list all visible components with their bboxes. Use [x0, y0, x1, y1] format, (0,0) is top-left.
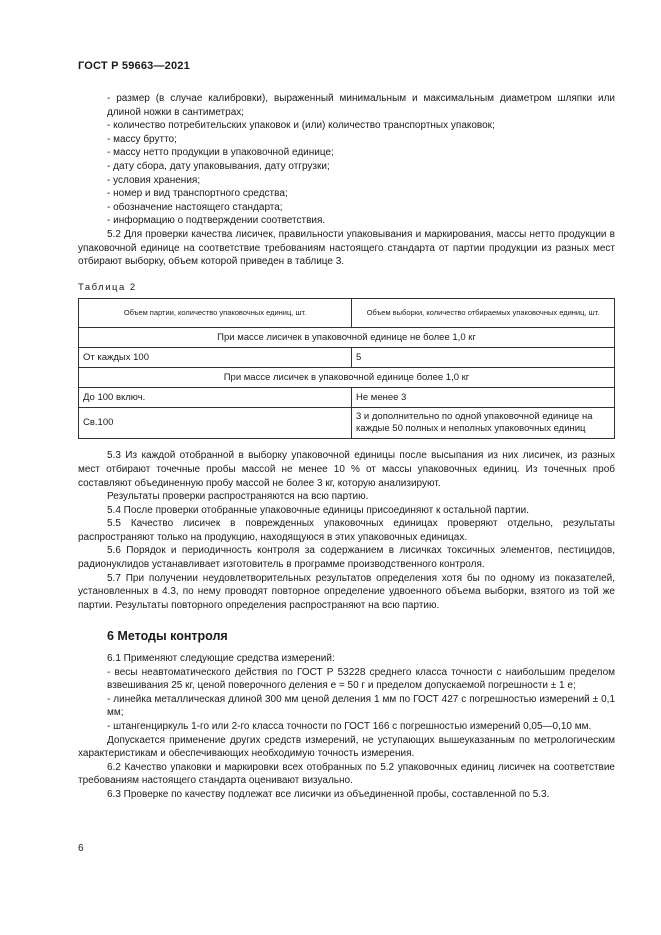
table-group-row [79, 368, 615, 388]
section-heading: 6 Методы контроля [107, 629, 228, 644]
paragraph: 5.3 Из каждой отобранной в выборку упаковочной единицы после высыпания из них лисичек, из разных мест отбирают точечные пробы массой не менее 10 % от массы упаковочных единиц. Из точечных проб составляют объединенную пробу массой не более 3 кг, которую анализируют. [78, 450, 615, 489]
list-item: - количество потребительских упаковок и (или) количество транспортных упаковок; [78, 119, 615, 133]
table-group-label: При массе лисичек в упаковочной единице не более 1,0 кг [79, 328, 615, 348]
paragraph: 6.3 Проверке по качеству подлежат все лисички из объединенной пробы, составленной по 5.3. [107, 788, 550, 800]
table-cell: Св.100 [79, 408, 352, 439]
list-item: - весы неавтоматического действия по ГОСТ Р 53228 среднего класса точности с наибольшим пределом взвешивания 25 кг, ценой поверочного деления e = 50 г и пределом допускаемой погрешности ± 1 e; [78, 666, 615, 693]
table-group-row [79, 328, 615, 348]
list-item: - обозначение настоящего стандарта; [78, 201, 615, 215]
table-cell: От каждых 100 [79, 348, 352, 368]
paragraph: 5.5 Качество лисичек в поврежденных упаковочных единицах проверяют отдельно, результаты распространяют только на продукцию, находящуюся в этих упаковочных единицах. [78, 518, 615, 543]
paragraph: 6.1 Применяют следующие средства измерений: [107, 653, 335, 665]
table-cell: До 100 включ. [79, 388, 352, 408]
sample-size-table [78, 298, 615, 439]
list-item: - информацию о подтверждении соответствия. [78, 214, 615, 228]
table-col1-header: Объем партии, количество упаковочных единиц, шт. [79, 299, 352, 328]
paragraph: 5.7 При получении неудовлетворительных результатов определения хотя бы по одному из показателей, установленных в 4.3, по нему проводят повторное определение удвоенного объема выборки, взятого из той же партии. Результаты повторного определения распространяют на всю партию. [78, 572, 615, 611]
list-item: - номер и вид транспортного средства; [78, 187, 615, 201]
table-row [79, 388, 615, 408]
table-caption: Таблица 2 [78, 281, 137, 293]
paragraph-5-2: 5.2 Для проверки качества лисичек, правильности упаковывания и маркирования, массы нетто продукции в упаковочной единице на соответствие требованиям настоящего стандарта от партии продукции из разных мест отбирают выборку, объем которой приведен в таблице 3. [78, 228, 615, 268]
table-cell: Не менее 3 [352, 388, 615, 408]
list-item: - линейка металлическая длиной 300 мм ценой деления 1 мм по ГОСТ 427 с погрешностью измерений ± 0,1 мм; [78, 693, 615, 720]
paragraph: 6.2 Качество упаковки и маркировки всех отобранных по 5.2 упаковочных единиц лисичек на соответствие требованиям настоящего стандарта оценивают визуально. [78, 761, 615, 787]
list-item: - условия хранения; [78, 174, 615, 188]
table-col2-header: Объем выборки, количество отбираемых упаковочных единиц, шт. [352, 299, 615, 328]
paragraph: 5.6 Порядок и периодичность контроля за содержанием в лисичках токсичных элементов, пестицидов, радионуклидов устанавливает изготовитель в программе производственного контроля. [78, 545, 615, 571]
table-group-label: При массе лисичек в упаковочной единице более 1,0 кг [79, 368, 615, 388]
paragraph: Результаты проверки распространяются на всю партию. [107, 491, 369, 503]
table-cell: 3 и дополнительно по одной упаковочной единице на каждые 50 полных и неполных упаковочных единиц [352, 408, 615, 439]
page-number: 6 [78, 843, 84, 854]
list-item: - размер (в случае калибровки), выраженный минимальным и максимальным диаметром шляпки или длиной ножки в сантиметрах; [78, 92, 615, 119]
table-header-row [79, 299, 615, 328]
list-item: - штангенциркуль 1-го или 2-го класса точности по ГОСТ 166 с погрешностью измерений 0,05—0,10 мм. [78, 720, 615, 734]
list-item: - массу нетто продукции в упаковочной единице; [78, 146, 615, 160]
document-header: ГОСТ Р 59663—2021 [78, 60, 190, 72]
list-item: - дату сбора, дату упаковывания, дату отгрузки; [78, 160, 615, 174]
table-row [79, 408, 615, 439]
table-cell: 5 [352, 348, 615, 368]
table-row [79, 348, 615, 368]
page-content [78, 92, 615, 802]
paragraph: Допускается применение других средств измерений, не уступающих вышеуказанным по метрологическим характеристикам и обеспечивающих необходимую точность измерения. [78, 734, 615, 760]
paragraph: 5.4 После проверки отобранные упаковочные единицы присоединяют к остальной партии. [107, 504, 530, 516]
list-item: - массу брутто; [78, 133, 615, 147]
